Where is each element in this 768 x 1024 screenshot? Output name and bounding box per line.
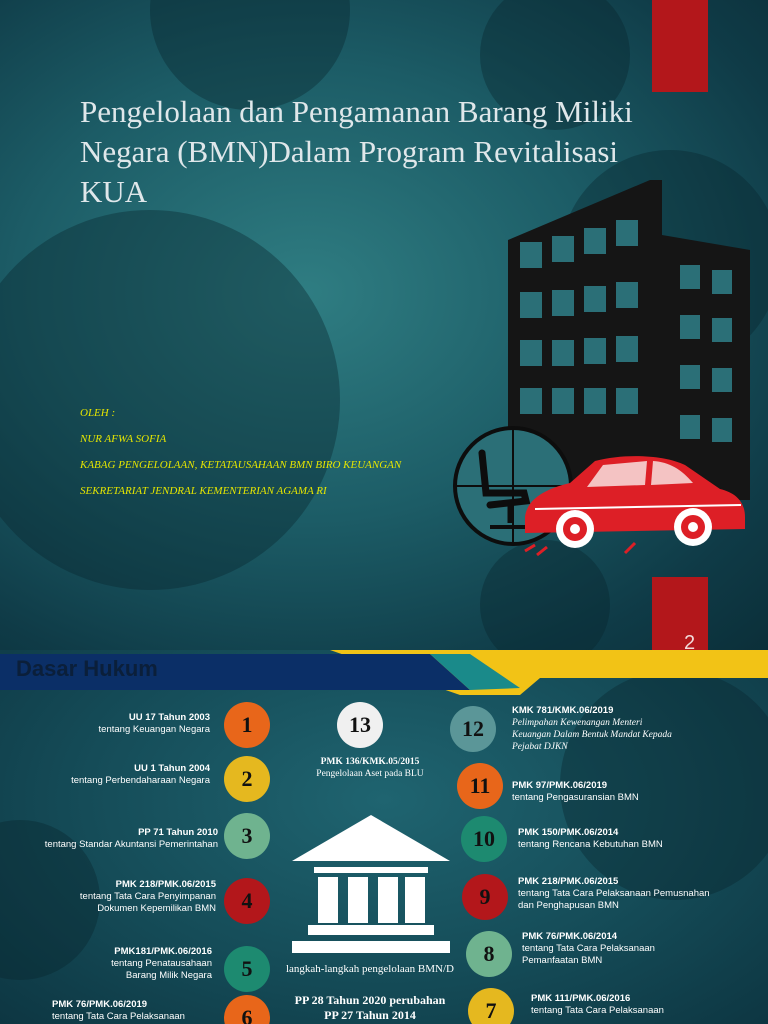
section-title: Dasar Hukum (16, 656, 158, 681)
law-number-8: 8 (466, 931, 512, 977)
accent-bar-bottom (652, 577, 708, 650)
law-label-13: PMK 136/KMK.05/2015 Pengelolaan Aset pada BLU (316, 757, 424, 779)
law-label-9: PMK 218/PMK.06/2015 tentang Tata Cara Pelaksanaan Pemusnahan dan Penghapusan BMN (518, 876, 710, 911)
center-caption: langkah-langkah pengelolaan BMN/D (285, 963, 454, 975)
law-number-2: 2 (224, 756, 270, 802)
law-number-7: 7 (468, 988, 514, 1024)
center-pp-2: PP 27 Tahun 2014 (324, 1008, 416, 1022)
car-icon (515, 447, 750, 557)
law-label-7: PMK 111/PMK.06/2016 tentang Tata Cara Pelaksanaan (531, 993, 664, 1016)
law-label-1: UU 17 Tahun 2003 tentang Keuangan Negara (98, 712, 210, 735)
accent-bar-top (652, 0, 708, 92)
law-label-11: PMK 97/PMK.06/2019 tentang Pengasuransian BMN (512, 780, 639, 803)
author-position: KABAG PENGELOLAAN, KETATAUSAHAAN BMN BIRO KEUANGAN (80, 459, 402, 471)
law-number-6: 6 (224, 995, 270, 1024)
author-oleh: OLEH : (80, 407, 116, 419)
law-number-11: 11 (457, 763, 503, 809)
law-number-12: 12 (450, 706, 496, 752)
presentation-title: Pengelolaan dan Pengamanan Barang Miliki Negara (BMN)Dalam Program Revitalisasi KUA (80, 94, 633, 209)
law-number-3: 3 (224, 813, 270, 859)
law-number-1: 1 (224, 702, 270, 748)
author-name: NUR AFWA SOFIA (80, 433, 167, 445)
page-number: 2 (684, 632, 696, 650)
legal-basis-slide (0, 650, 768, 1024)
center-pp-1: PP 28 Tahun 2020 perubahan (294, 993, 446, 1007)
law-number-5: 5 (224, 946, 270, 992)
government-building-icon (290, 815, 452, 955)
law-number-9: 9 (462, 874, 508, 920)
law-number-10: 10 (461, 816, 507, 862)
law-label-8: PMK 76/PMK.06/2014 tentang Tata Cara Pelaksanaan Pemanfaatan BMN (522, 931, 655, 966)
law-label-3: PP 71 Tahun 2010 tentang Standar Akuntansi Pemerintahan (44, 827, 218, 850)
law-number-4: 4 (224, 878, 270, 924)
background-circle (0, 210, 340, 590)
law-number-13: 13 (337, 702, 383, 748)
law-label-10: PMK 150/PMK.06/2014 tentang Rencana Kebutuhan BMN (518, 827, 663, 850)
law-label-4: PMK 218/PMK.06/2015 tentang Tata Cara Penyimpanan Dokumen Kepemilikan BMN (79, 879, 216, 914)
law-label-12: KMK 781/KMK.06/2019 Pelimpahan Kewenangan Menteri Keuangan Dalam Bentuk Mandat Kepada Pejabat DJKN (512, 705, 672, 752)
law-label-6: PMK 76/PMK.06/2019 tentang Tata Cara Pelaksanaan (52, 999, 185, 1022)
author-office: SEKRETARIAT JENDRAL KEMENTERIAN AGAMA RI (80, 485, 327, 497)
law-label-2: UU 1 Tahun 2004 tentang Perbendaharaan Negara (71, 763, 210, 786)
law-label-5: PMK181/PMK.06/2016 tentang Penatausahaan Barang Milik Negara (111, 946, 212, 981)
